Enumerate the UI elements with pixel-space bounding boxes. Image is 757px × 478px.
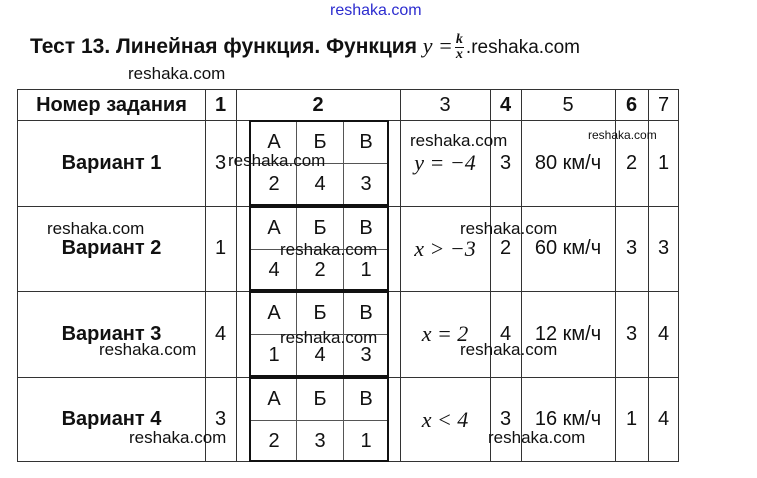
watermark-title: reshaka.com (128, 64, 226, 83)
watermark: reshaka.com (410, 131, 508, 150)
answer-table (17, 89, 679, 462)
match-letter: А (267, 301, 281, 324)
match-letter: А (267, 387, 281, 410)
answer-col-5: 12 км/ч (534, 322, 602, 345)
match-letter: А (267, 216, 281, 239)
watermark: reshaka.com (99, 340, 197, 359)
answer-col-6: 2 (625, 151, 638, 174)
answer-col-5: 16 км/ч (534, 408, 602, 430)
fraction-numerator: k (455, 32, 463, 47)
match-value: 2 (268, 172, 280, 195)
match-letter: Б (313, 216, 327, 239)
answer-col-4: 2 (499, 237, 512, 259)
match-letter: Б (313, 301, 327, 324)
answer-col-4: 4 (499, 322, 512, 345)
match-value: 3 (314, 429, 326, 452)
match-value: 1 (360, 258, 372, 281)
match-letter: А (267, 130, 281, 153)
answer-col-7: 3 (657, 237, 670, 259)
answer-col-3: x = 2 (421, 321, 469, 346)
match-letter: Б (313, 387, 327, 410)
variant-label: Вариант 1 (61, 151, 162, 174)
header-col-3: 3 (439, 93, 451, 116)
watermark: reshaka.com (488, 428, 586, 447)
answer-col-6: 3 (625, 237, 638, 259)
watermark: reshaka.com (588, 128, 657, 142)
variant-label: Вариант 2 (61, 237, 162, 259)
answer-col-7: 4 (657, 322, 670, 345)
match-letter: В (359, 301, 373, 324)
page-title (30, 33, 580, 62)
title-fraction (455, 33, 464, 62)
answer-col-6: 3 (625, 322, 638, 345)
answer-col-6: 1 (625, 408, 638, 430)
watermark: reshaka.com (228, 151, 326, 170)
answer-col-3: x > −3 (414, 235, 476, 261)
match-letter: В (359, 130, 373, 153)
answer-col-4: 3 (499, 151, 512, 174)
answer-col-5: 80 км/ч (534, 151, 602, 174)
title-text: Тест 13. Линейная функция. Функция (30, 35, 423, 59)
answer-col-7: 1 (657, 151, 670, 174)
match-subtable (249, 377, 389, 462)
watermark: reshaka.com (129, 428, 227, 447)
watermark: reshaka.com (460, 340, 558, 359)
header-task-number: Номер задания (36, 93, 187, 116)
header-col-1: 1 (214, 93, 227, 116)
answer-col-4: 3 (499, 408, 512, 430)
match-value: 4 (314, 343, 326, 366)
watermark: reshaka.com (280, 328, 378, 347)
watermark: reshaka.com (280, 240, 378, 259)
match-value: 2 (268, 429, 280, 452)
title-math-lhs: y = (422, 33, 453, 59)
header-col-6: 6 (625, 93, 638, 116)
fraction-denominator: x (455, 47, 463, 62)
match-value: 4 (268, 258, 280, 281)
match-value: 3 (360, 172, 372, 195)
header-col-2: 2 (312, 93, 324, 116)
answer-col-7: 4 (657, 408, 670, 430)
header-col-7: 7 (657, 93, 670, 116)
match-value: 4 (314, 172, 326, 195)
match-letter: Б (313, 130, 327, 153)
match-value: 1 (360, 429, 372, 452)
answer-col-1: 4 (214, 322, 227, 345)
title-suffix: .reshaka.com (465, 37, 580, 59)
match-letter: В (359, 387, 373, 410)
header-col-4: 4 (499, 93, 512, 116)
answer-col-3: x < 4 (421, 406, 469, 432)
grid-line (236, 90, 237, 461)
watermark: reshaka.com (460, 219, 558, 238)
match-value: 2 (314, 258, 326, 281)
watermark-top: reshaka.com (330, 2, 422, 19)
watermark: reshaka.com (47, 219, 145, 238)
answer-col-1: 3 (214, 151, 227, 174)
answer-col-3: y = −4 (414, 150, 476, 175)
variant-label: Вариант 3 (61, 322, 162, 345)
answer-col-1: 3 (214, 408, 227, 430)
match-value: 1 (268, 343, 280, 366)
answer-col-5: 60 км/ч (534, 237, 602, 259)
variant-label: Вариант 4 (61, 408, 162, 430)
header-col-5: 5 (562, 93, 574, 116)
match-value: 3 (360, 343, 372, 366)
match-letter: В (359, 216, 373, 239)
answer-col-1: 1 (214, 237, 227, 259)
